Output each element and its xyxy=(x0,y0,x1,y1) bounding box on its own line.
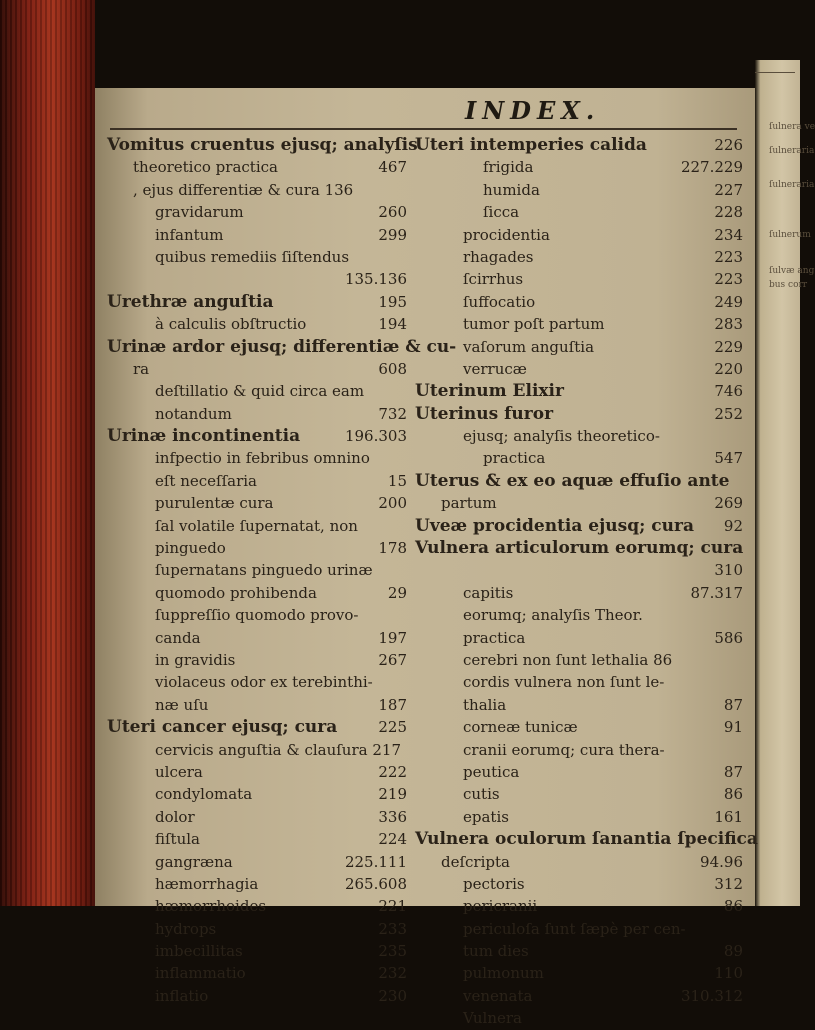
entry-page: 249 xyxy=(714,292,743,311)
entry-text: inflammatio xyxy=(155,964,246,983)
entry-text: tum dies xyxy=(463,942,529,961)
entry-text: cordis vulnera non ſunt le- xyxy=(463,673,665,692)
entry-text: Vomitus cruentus ejusq; analyſis xyxy=(107,135,418,155)
entry-page: 110 xyxy=(714,964,743,983)
entry-text: imbecillitas xyxy=(155,942,243,961)
index-entry xyxy=(415,515,743,537)
index-entry xyxy=(415,985,743,1007)
facing-page-word: ſulneraria xyxy=(769,146,815,156)
entry-text: pinguedo xyxy=(155,539,226,558)
index-entry xyxy=(415,604,743,626)
index-entry xyxy=(415,582,743,604)
index-entry xyxy=(415,358,743,380)
entry-text: , ejus differentiæ & cura 136 xyxy=(133,180,354,199)
entry-text: Urethræ anguſtia xyxy=(107,291,274,312)
entry-text: deſtillatio & quid circa eam xyxy=(155,382,365,401)
index-entry xyxy=(107,179,407,201)
index-entry xyxy=(415,739,743,761)
entry-text: Uveæ procidentia ejusq; cura xyxy=(415,515,694,536)
entry-text: condylomata xyxy=(155,785,253,804)
entry-text: quibus remediis ſiſtendus xyxy=(155,247,350,266)
index-entry xyxy=(415,336,743,358)
facing-page-edge xyxy=(755,60,815,906)
entry-page: 233 xyxy=(378,919,407,938)
entry-text: ſuppreſſio quomodo provo- xyxy=(155,606,359,625)
entry-text: partum xyxy=(441,494,497,513)
index-entry xyxy=(415,873,743,895)
index-entry xyxy=(415,246,743,268)
index-entry xyxy=(107,224,407,246)
entry-page: 87 xyxy=(723,695,743,714)
index-entry xyxy=(107,156,407,178)
entry-text: notandum xyxy=(155,404,232,423)
entry-page: 196.303 xyxy=(344,427,407,446)
index-entry xyxy=(415,627,743,649)
entry-page: 283 xyxy=(714,315,743,334)
index-entry xyxy=(415,447,743,469)
entry-text: venenata xyxy=(463,986,533,1005)
index-entry xyxy=(107,313,407,335)
entry-text: ra xyxy=(133,359,150,378)
index-entry xyxy=(415,649,743,671)
entry-text: Vulnera xyxy=(463,1009,522,1028)
entry-page: 223 xyxy=(714,247,743,266)
entry-page: 252 xyxy=(714,404,743,423)
index-entry xyxy=(107,582,407,604)
index-entry xyxy=(415,918,743,940)
index-entry xyxy=(107,627,407,649)
entry-text: procidentia xyxy=(463,225,550,244)
entry-text: peutica xyxy=(463,762,520,781)
entry-page: 230 xyxy=(378,986,407,1005)
index-entry xyxy=(107,918,407,940)
index-entry xyxy=(107,851,407,873)
entry-text: tumor poſt partum xyxy=(463,315,605,334)
entry-page: 220 xyxy=(714,359,743,378)
entry-page: 224 xyxy=(378,830,407,849)
facing-page-rule xyxy=(755,72,795,73)
index-entry xyxy=(107,716,407,738)
entry-page: 467 xyxy=(378,158,407,177)
index-entry xyxy=(107,985,407,1007)
entry-text: cerebri non ſunt lethalia 86 xyxy=(463,650,673,669)
entry-text: violaceus odor ex terebinthi- xyxy=(155,673,373,692)
index-entry xyxy=(415,134,743,156)
entry-text: infpectio in febribus omnino xyxy=(155,449,370,468)
index-entry xyxy=(415,380,743,402)
entry-text: hæmorrhoides xyxy=(155,897,267,916)
book-spine xyxy=(0,0,95,906)
entry-page: 94.96 xyxy=(700,852,743,871)
entry-page: 87.317 xyxy=(690,583,743,602)
facing-page-word: ſulneraria xyxy=(769,180,815,190)
index-entry xyxy=(107,604,407,626)
index-entry xyxy=(107,962,407,984)
entry-text: cervicis anguſtia & clauſura 217 xyxy=(155,740,401,759)
entry-text: dolor xyxy=(155,807,195,826)
index-entry xyxy=(107,873,407,895)
entry-page: 235 xyxy=(378,942,407,961)
entry-text: Uterinus furor xyxy=(415,403,554,424)
facing-page-word: ſulvæ ang xyxy=(769,266,815,276)
index-entry xyxy=(415,716,743,738)
entry-text: humida xyxy=(483,180,540,199)
entry-page: 221 xyxy=(378,897,407,916)
entry-text: eſt neceſſaria xyxy=(155,471,257,490)
entry-page: 310.312 xyxy=(680,986,743,1005)
entry-page: 92 xyxy=(723,516,743,535)
entry-page: 336 xyxy=(378,807,407,826)
index-entry xyxy=(107,940,407,962)
right-column xyxy=(415,134,758,1030)
entry-text: quomodo prohibenda xyxy=(155,583,317,602)
facing-page-word: ſulnerum xyxy=(769,230,811,240)
index-entry xyxy=(415,828,758,850)
entry-text: fiſtula xyxy=(155,830,200,849)
entry-text: pulmonum xyxy=(463,964,544,983)
entry-page: 178 xyxy=(378,539,407,558)
entry-text: in gravidis xyxy=(155,650,236,669)
entry-text: practica xyxy=(463,628,526,647)
index-entry xyxy=(107,806,407,828)
entry-page: 260 xyxy=(378,203,407,222)
entry-text: corneæ tunicæ xyxy=(463,718,578,737)
index-entry xyxy=(415,156,743,178)
entry-text: ſuffocatio xyxy=(463,292,536,311)
index-entry xyxy=(415,224,743,246)
facing-page-word: bus corr xyxy=(769,280,808,290)
entry-text: à calculis obſtructio xyxy=(155,315,307,334)
entry-text: Uterinum Elixir xyxy=(415,381,564,402)
entry-text: deſcripta xyxy=(441,852,510,871)
entry-text: ſcirrhus xyxy=(463,270,524,289)
entry-page: 29 xyxy=(387,583,407,602)
entry-text: ſupernatans pinguedo urinæ xyxy=(155,561,373,580)
index-entry xyxy=(107,268,407,290)
entry-page: 86 xyxy=(723,897,743,916)
index-entry xyxy=(107,201,407,223)
entry-page: 187 xyxy=(378,695,407,714)
entry-page: 197 xyxy=(378,628,407,647)
entry-text: pectoris xyxy=(463,874,525,893)
entry-page: 586 xyxy=(714,628,743,647)
index-entry xyxy=(415,895,743,917)
index-entry xyxy=(415,492,743,514)
entry-page: 228 xyxy=(714,203,743,222)
index-entry xyxy=(107,694,407,716)
entry-page: 86 xyxy=(723,785,743,804)
entry-page: 135.136 xyxy=(344,270,407,289)
entry-text: thalia xyxy=(463,695,507,714)
entry-text: inflatio xyxy=(155,986,209,1005)
entry-page: 225.111 xyxy=(344,852,407,871)
entry-text: theoretico practica xyxy=(133,158,278,177)
index-entry xyxy=(415,1007,743,1029)
entry-text: cranii eorumq; cura thera- xyxy=(463,740,665,759)
entry-page: 227.229 xyxy=(680,158,743,177)
index-entry xyxy=(415,694,743,716)
entry-page: 195 xyxy=(378,292,407,311)
entry-page: 161 xyxy=(714,807,743,826)
index-entry xyxy=(107,447,407,469)
entry-text: Urinæ incontinentia xyxy=(107,426,301,447)
entry-text: Vulnera oculorum ſanantia ſpecifica xyxy=(415,829,758,850)
index-entry xyxy=(415,761,743,783)
entry-text: epatis xyxy=(463,807,509,826)
entry-page: 87 xyxy=(723,762,743,781)
index-entry xyxy=(415,201,743,223)
entry-page: 299 xyxy=(378,225,407,244)
index-entry xyxy=(107,246,407,268)
index-entry xyxy=(415,851,743,873)
index-entry xyxy=(415,783,743,805)
entry-text: Uterus & ex eo aquæ effuſio ante xyxy=(415,470,730,491)
entry-page: 89 xyxy=(723,942,743,961)
index-entry xyxy=(415,291,743,313)
entry-text: ulcera xyxy=(155,762,203,781)
entry-text: purulentæ cura xyxy=(155,494,274,513)
index-entry xyxy=(415,425,743,447)
entry-text: cutis xyxy=(463,785,500,804)
entry-text: eorumq; analyſis Theor. xyxy=(463,606,643,625)
index-entry xyxy=(107,403,407,425)
entry-page: 227 xyxy=(714,180,743,199)
entry-text: næ uſu xyxy=(155,695,209,714)
index-entry xyxy=(415,179,743,201)
entry-page: 229 xyxy=(714,337,743,356)
index-entry xyxy=(107,336,457,358)
entry-text: rhagades xyxy=(463,247,534,266)
index-entry xyxy=(107,515,407,537)
index-entry xyxy=(107,380,407,402)
index-entry xyxy=(107,537,407,559)
index-entry xyxy=(107,895,407,917)
index-entry xyxy=(415,268,743,290)
index-page xyxy=(95,88,758,1028)
entry-text: Uteri intemperies calida xyxy=(415,135,647,155)
entry-text: capitis xyxy=(463,583,514,602)
entry-page: 312 xyxy=(714,874,743,893)
index-entry xyxy=(415,403,743,425)
entry-page: 222 xyxy=(378,762,407,781)
index-entry xyxy=(415,940,743,962)
index-entry xyxy=(415,559,743,581)
entry-page: 91 xyxy=(723,718,743,737)
entry-page: 15 xyxy=(387,471,407,490)
entry-page: 269 xyxy=(714,494,743,513)
entry-text: ſal volatile ſupernatat, non xyxy=(155,516,358,535)
index-entry xyxy=(107,559,407,581)
entry-text: Urinæ ardor ejusq; differentiæ & cu- xyxy=(107,336,457,357)
index-entry xyxy=(415,537,743,559)
entry-text: Vulnera articulorum eorumq; cura xyxy=(415,538,744,559)
header-rule xyxy=(110,128,737,130)
index-entry xyxy=(107,828,407,850)
index-entry xyxy=(107,671,407,693)
index-entry xyxy=(415,806,743,828)
entry-text: verrucæ xyxy=(463,359,527,378)
entry-text: hydrops xyxy=(155,919,217,938)
entry-text: infantum xyxy=(155,225,224,244)
index-entry xyxy=(107,492,407,514)
entry-page: 267 xyxy=(378,650,407,669)
entry-text: hæmorrhagia xyxy=(155,874,259,893)
index-entry xyxy=(107,783,407,805)
entry-text: periculoſa ſunt ſæpè per cen- xyxy=(463,919,686,938)
entry-page: 234 xyxy=(714,225,743,244)
index-entry xyxy=(107,470,407,492)
entry-text: Uteri cancer ejusq; cura xyxy=(107,717,338,738)
entry-page: 225 xyxy=(378,718,407,737)
entry-page: 226 xyxy=(714,136,743,154)
entry-text: ſicca xyxy=(483,203,520,222)
entry-page: 219 xyxy=(378,785,407,804)
entry-text: canda xyxy=(155,628,201,647)
entry-page: 265.608 xyxy=(344,874,407,893)
index-entry xyxy=(415,470,743,492)
index-entry xyxy=(107,761,407,783)
left-column xyxy=(107,134,457,1007)
entry-text: ejusq; analyſis theoretico- xyxy=(463,427,660,446)
index-entry xyxy=(107,358,407,380)
entry-text: vaſorum anguſtia xyxy=(463,337,595,356)
index-entry xyxy=(107,291,407,313)
index-entry xyxy=(415,313,743,335)
entry-page: 547 xyxy=(714,449,743,468)
entry-page: 310 xyxy=(714,561,743,580)
entry-page: 194 xyxy=(378,315,407,334)
entry-text: gangræna xyxy=(155,852,233,871)
entry-text: gravidarum xyxy=(155,203,244,222)
index-entry xyxy=(107,739,407,761)
index-entry xyxy=(415,671,743,693)
page-header: INDEX. xyxy=(465,96,601,125)
entry-page: 232 xyxy=(378,964,407,983)
index-entry xyxy=(415,962,743,984)
entry-page: 746 xyxy=(714,382,743,401)
entry-text: practica xyxy=(483,449,546,468)
entry-page: 608 xyxy=(378,359,407,378)
entry-page: 732 xyxy=(378,404,407,423)
entry-page: 223 xyxy=(714,270,743,289)
facing-page-word: ſulnera ve xyxy=(769,122,815,132)
index-entry xyxy=(107,134,418,156)
entry-text: frigida xyxy=(483,158,534,177)
index-entry xyxy=(107,425,407,447)
entry-page: 200 xyxy=(378,494,407,513)
index-entry xyxy=(107,649,407,671)
entry-text: pericranii xyxy=(463,897,538,916)
